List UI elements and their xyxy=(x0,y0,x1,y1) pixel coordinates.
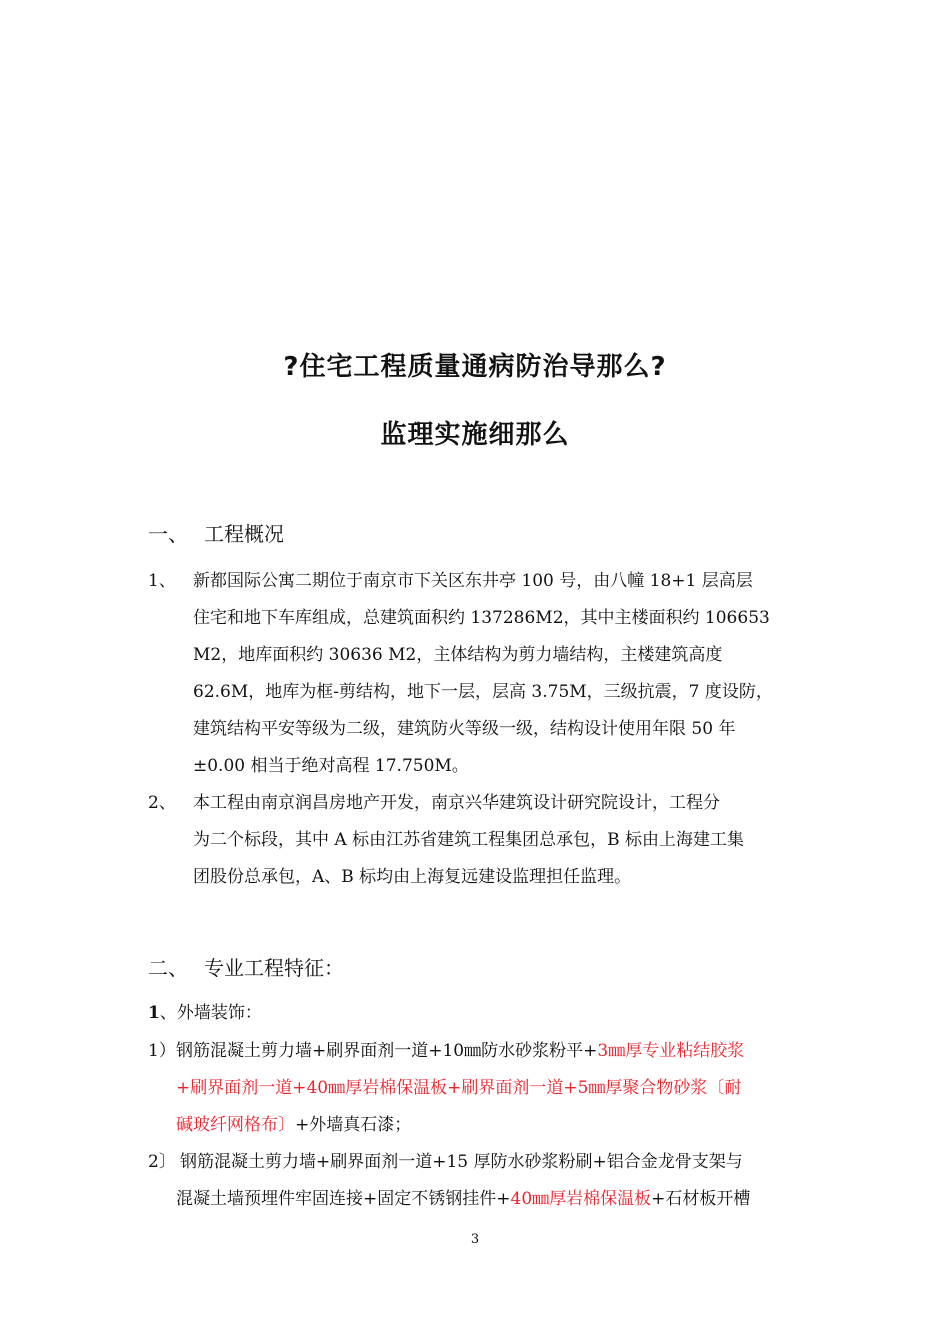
item-1-line-5: 建筑结构平安等级为二级，建筑防火等级一级，结构设计使用年限 50 年 xyxy=(193,719,736,739)
section-1-title: 工程概况 xyxy=(204,522,284,546)
section-1-number: 一、 xyxy=(148,522,188,546)
item-2-line-2: 为二个标段，其中 A 标由江苏省建筑工程集团总承包，B 标由上海建工集 xyxy=(193,830,744,850)
item-2-marker: 2、 xyxy=(148,793,176,813)
item-2-line-1: 本工程由南京润昌房地产开发，南京兴华建筑设计研究院设计，工程分 xyxy=(193,793,720,813)
subheading-exterior-wall xyxy=(148,1002,262,1024)
wall-item-1-line-1 xyxy=(176,1040,744,1062)
wall-item-1-line-2: +刷界面剂一道+40㎜厚岩棉保温板+刷界面剂一道+5㎜厚聚合物砂浆〔耐 xyxy=(176,1078,742,1098)
wall-item-2-line-2 xyxy=(176,1188,750,1210)
section-2-number: 二、 xyxy=(148,956,188,980)
section-1-heading xyxy=(148,518,284,547)
section-2-title: 专业工程特征： xyxy=(204,956,344,980)
wall-item-2-marker: 2〕 xyxy=(148,1152,176,1172)
wall-item-1-line-1-plain: 钢筋混凝土剪力墙+刷界面剂一道+10㎜防水砂浆粉平+ xyxy=(176,1041,598,1061)
item-1-line-4: 62.6M，地库为框-剪结构，地下一层，层高 3.75M，三级抗震，7 度设防， xyxy=(193,682,773,702)
document-title-line-1: ?住宅工程质量通病防治导那么? xyxy=(283,352,667,382)
item-2-line-3: 团股份总承包，A、B 标均由上海复远建设监理担任监理。 xyxy=(193,867,632,887)
item-1-line-1: 新都国际公寓二期位于南京市下关区东井亭 100 号，由八幢 18+1 层高层 xyxy=(193,571,753,591)
section-2-heading xyxy=(148,952,344,981)
wall-item-2-line-2-highlight: 40㎜厚岩棉保温板 xyxy=(510,1189,652,1209)
wall-item-1-line-3-highlight: 碱玻纤网格布〕 xyxy=(176,1115,295,1135)
subheading-number: 1 xyxy=(148,1003,160,1023)
wall-item-1-marker: 1） xyxy=(148,1041,176,1061)
wall-item-2-line-2-plain-b: +石材板开槽 xyxy=(651,1189,751,1209)
subheading-text: 、外墙装饰： xyxy=(159,1003,262,1023)
wall-item-2-line-2-plain-a: 混凝土墙预埋件牢固连接+固定不锈钢挂件+ xyxy=(176,1189,511,1209)
item-1-line-6: ±0.00 相当于绝对高程 17.750M。 xyxy=(193,756,469,776)
item-1-line-2: 住宅和地下车库组成，总建筑面积约 137286M2，其中主楼面积约 106653 xyxy=(193,608,770,628)
wall-item-1-line-1-highlight: 3㎜厚专业粘结胶浆 xyxy=(597,1041,745,1061)
page-number: 3 xyxy=(470,1232,480,1247)
wall-item-1-line-3-plain: +外墙真石漆； xyxy=(295,1115,412,1135)
wall-item-1-line-3 xyxy=(176,1114,411,1136)
wall-item-2-line-1: 钢筋混凝土剪力墙+刷界面剂一道+15 厚防水砂浆粉刷+铝合金龙骨支架与 xyxy=(180,1152,743,1172)
document-title-line-2: 监理实施细那么 xyxy=(380,420,570,450)
item-1-line-3: M2，地库面积约 30636 M2，主体结构为剪力墙结构，主楼建筑高度 xyxy=(193,645,723,665)
item-1-marker: 1、 xyxy=(148,571,176,591)
